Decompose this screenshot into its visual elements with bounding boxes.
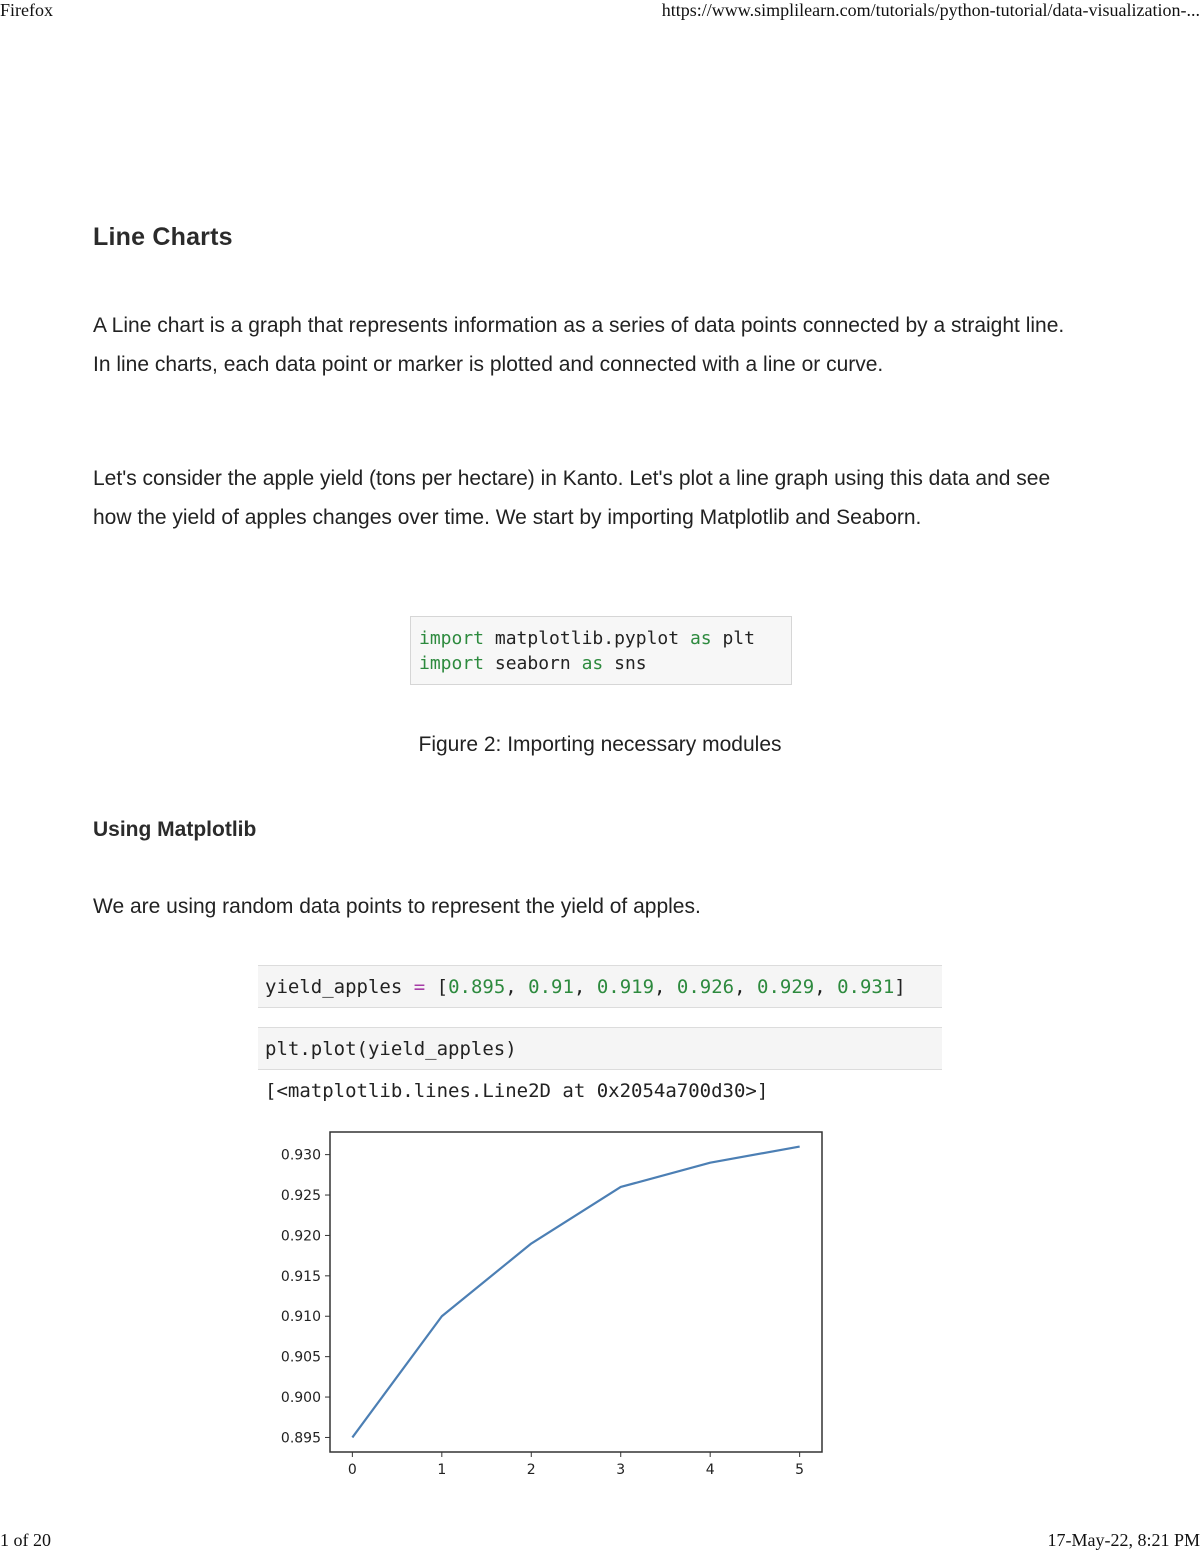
data-paragraph: We are using random data points to represent the yield of apples.: [93, 888, 1083, 927]
x-tick-label: 4: [706, 1462, 715, 1478]
y-tick-label: 0.930: [281, 1148, 321, 1164]
keyword: as: [690, 628, 712, 649]
alias-name: sns: [603, 653, 646, 674]
import-code-block: [410, 616, 792, 685]
number-literal: 0.91: [528, 976, 574, 998]
y-tick-label: 0.920: [281, 1228, 321, 1244]
x-tick-label: 1: [437, 1462, 446, 1478]
y-tick-label: 0.905: [281, 1350, 321, 1366]
x-tick-label: 5: [795, 1462, 804, 1478]
x-tick-label: 0: [348, 1462, 357, 1478]
subheading: Using Matplotlib: [93, 818, 256, 842]
page-counter: 1 of 20: [0, 1530, 51, 1551]
operator: =: [414, 976, 425, 998]
module-name: matplotlib.pyplot: [484, 628, 690, 649]
number-literal: 0.895: [448, 976, 505, 998]
browser-name: Firefox: [0, 0, 53, 21]
chart-svg: [262, 1120, 842, 1490]
alias-name: plt: [712, 628, 755, 649]
y-tick-label: 0.925: [281, 1188, 321, 1204]
print-timestamp: 17-May-22, 8:21 PM: [1048, 1530, 1200, 1551]
keyword: import: [419, 628, 484, 649]
y-tick-label: 0.895: [281, 1430, 321, 1446]
context-paragraph: Let's consider the apple yield (tons per hectare) in Kanto. Let's plot a line graph using this data and see how the yield of apples changes over time. We start by importing Matplotlib and Seaborn.: [93, 460, 1083, 537]
y-tick-label: 0.915: [281, 1269, 321, 1285]
number-literal: 0.929: [757, 976, 814, 998]
y-tick-label: 0.900: [281, 1390, 321, 1406]
x-tick-label: 3: [616, 1462, 625, 1478]
x-tick-label: 2: [527, 1462, 536, 1478]
number-literal: 0.919: [597, 976, 654, 998]
number-literal: 0.926: [677, 976, 734, 998]
print-footer: [0, 1530, 1200, 1554]
module-name: seaborn: [484, 653, 582, 674]
print-header: [0, 0, 1200, 24]
code-cell-yield: yield_apples = [0.895, 0.91, 0.919, 0.926, 0.929, 0.931]: [258, 965, 942, 1008]
number-literal: 0.931: [837, 976, 894, 998]
code-line-2: [419, 651, 791, 676]
line-chart: [262, 1120, 842, 1490]
y-tick-label: 0.910: [281, 1309, 321, 1325]
cell-output: [<matplotlib.lines.Line2D at 0x2054a700d30>]: [265, 1080, 768, 1102]
code-cell-plot: plt.plot(yield_apples): [258, 1027, 942, 1070]
page-url: https://www.simplilearn.com/tutorials/python-tutorial/data-visualization-...: [662, 0, 1200, 21]
bracket: ]: [894, 976, 905, 998]
figure-caption: Figure 2: Importing necessary modules: [0, 733, 1200, 757]
bracket: [: [425, 976, 448, 998]
keyword: as: [582, 653, 604, 674]
keyword: import: [419, 653, 484, 674]
plot-frame: [330, 1132, 822, 1452]
variable-name: yield_apples: [265, 976, 414, 998]
code-line-1: [419, 626, 791, 651]
section-heading: Line Charts: [93, 223, 233, 252]
intro-paragraph: A Line chart is a graph that represents information as a series of data points connected by a straight line. In line charts, each data point or marker is plotted and connected with a line or curve.: [93, 307, 1083, 384]
